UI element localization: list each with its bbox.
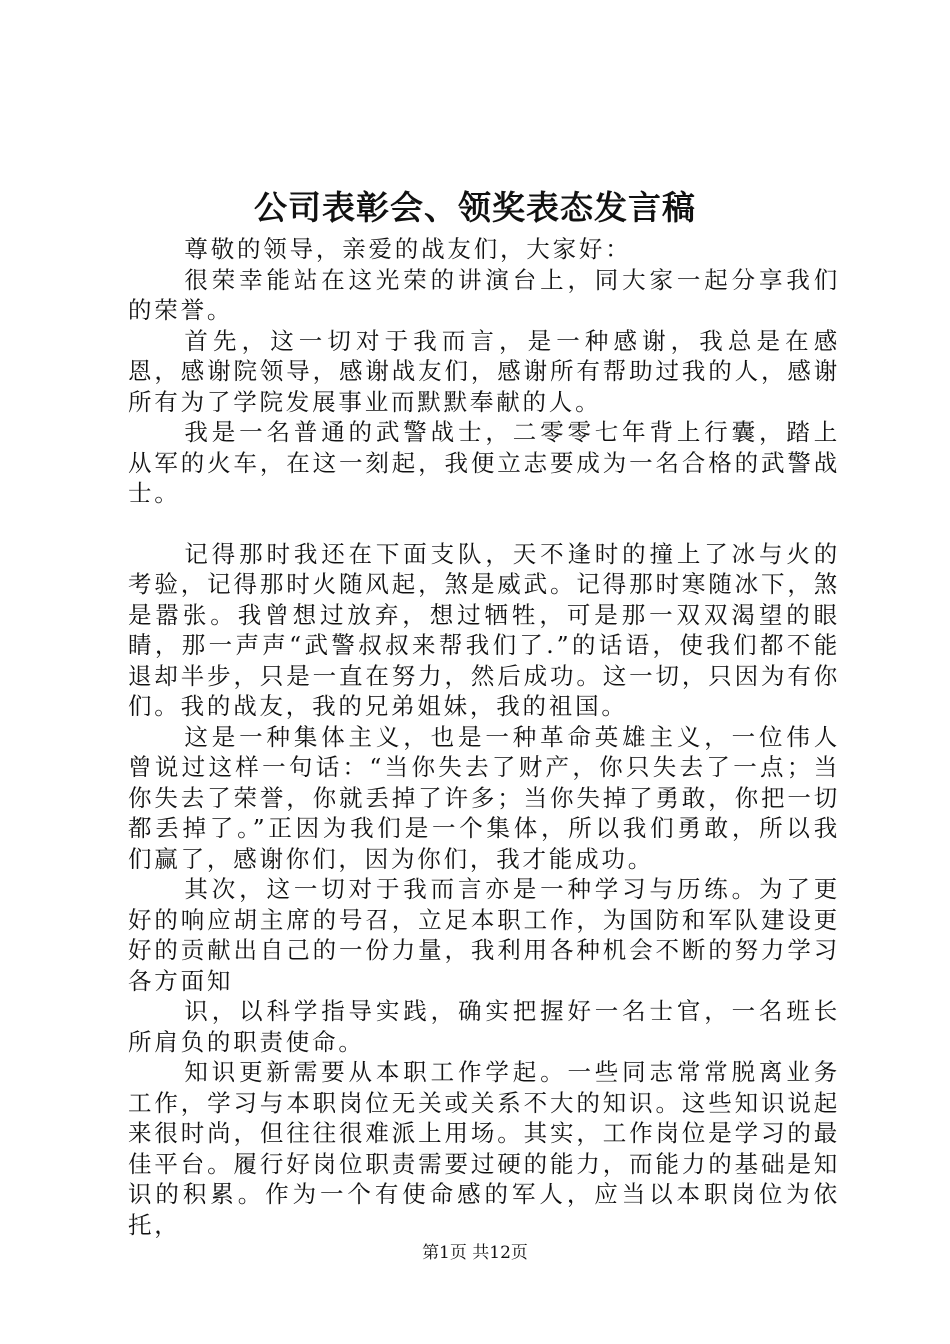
paragraph-learning: 其次，这一切对于我而言亦是一种学习与历练。为了更好的响应胡主席的号召，立足本职工作，为国防和军队建设更好的贡献出自己的一份力量，我利用各种机会不断的努力学习各方面知 [128,875,840,995]
paragraph-collectivism: 这是一种集体主义，也是一种革命英雄主义，一位伟人曾说过这样一句话：“当你失去了财产，你只失去了一点；当你失去了荣誉，你就丢掉了许多；当你失掉了勇敢，你把一切都丢掉了。”正因为我们是一个集体，所以我们勇敢，所以我们赢了，感谢你们，因为你们，我才能成功。 [128,722,840,873]
paragraph-gratitude: 首先，这一切对于我而言，是一种感谢，我总是在感恩，感谢院领导，感谢战友们，感谢所有帮助过我的人，感谢所有为了学院发展事业而默默奉献的人。 [128,326,840,416]
paragraph-honor: 很荣幸能站在这光荣的讲演台上，同大家一起分享我们的荣誉。 [128,265,840,324]
paragraph-knowledge-update: 知识更新需要从本职工作学起。一些同志常常脱离业务工作，学习与本职岗位无关或关系不大的知识。这些知识说起来很时尚，但往往很难派上用场。其实，工作岗位是学习的最佳平台。履行好岗位职责需要过硬的能力，而能力的基础是知识的积累。作为一个有使命感的军人，应当以本职岗位为依托， [128,1058,840,1239]
paragraph-learning-continued: 识，以科学指导实践，确实把握好一名士官，一名班长所肩负的职责使命。 [128,997,840,1056]
document-title: 公司表彰会、领奖表态发言稿 [254,188,696,227]
paragraph-enlistment: 我是一名普通的武警战士，二零零七年背上行囊，踏上从军的火车，在这一刻起，我便立志要成为一名合格的武警战士。 [128,418,840,507]
page-number-footer: 第1页 共12页 [422,1243,528,1263]
document-body [128,234,840,1240]
paragraph-greeting: 尊敬的领导，亲爱的战友们，大家好： [184,235,632,263]
paragraph-memories: 记得那时我还在下面支队，天不逢时的撞上了冰与火的考验，记得那时火随风起，煞是威武。记得那时寒随冰下，煞是嚣张。我曾想过放弃，想过牺牲，可是那一双双渴望的眼睛，那一声声“武警叔叔来帮我们了.”的话语，使我们都不能退却半步，只是一直在努力，然后成功。这一切，只因为有你们。我的战友，我的兄弟姐妹，我的祖国。 [128,539,840,720]
